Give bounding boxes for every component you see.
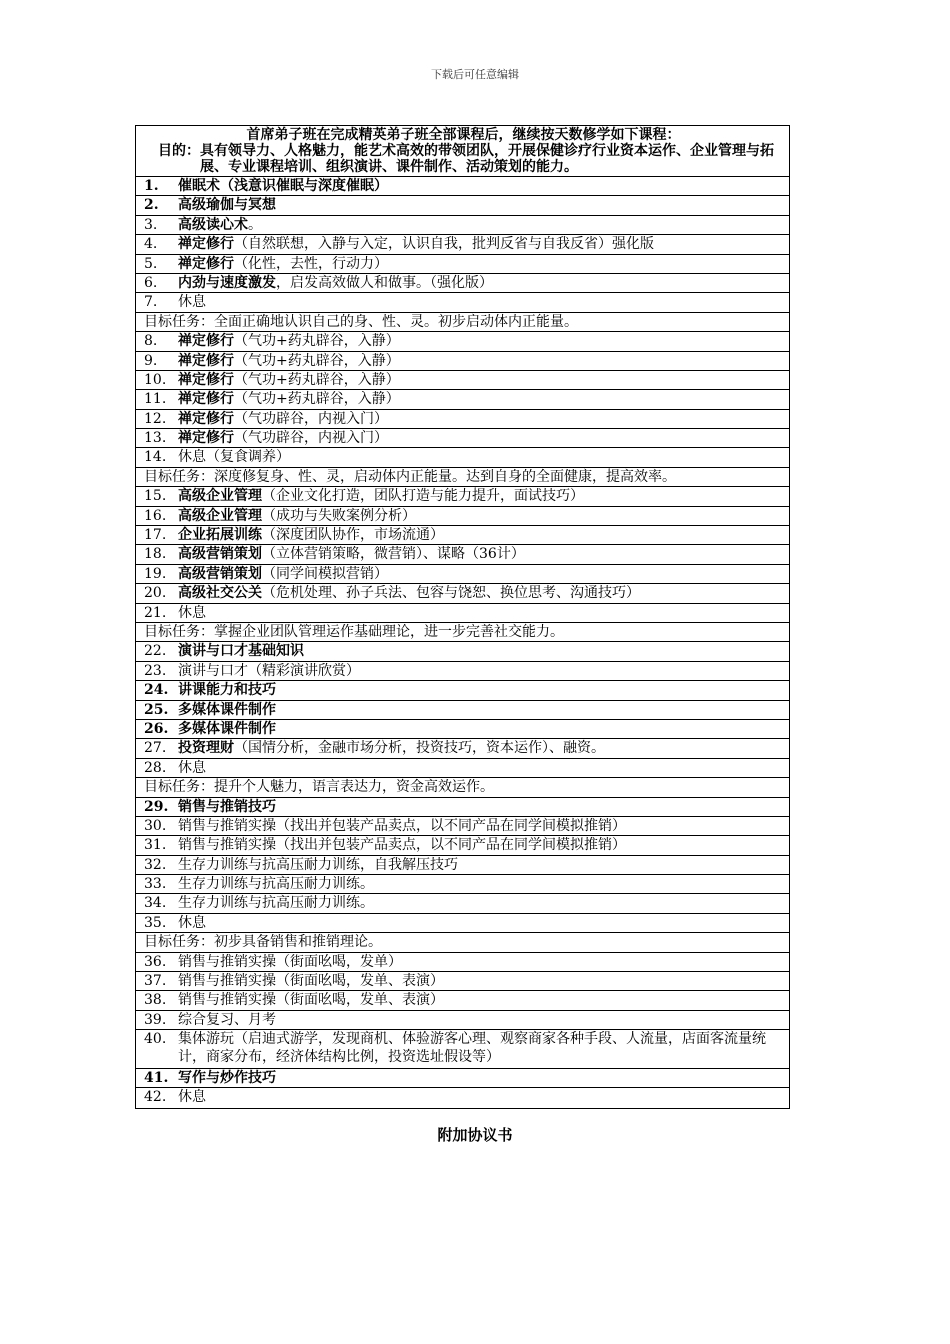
course-text	[178, 856, 458, 874]
course-number: 37.	[144, 973, 167, 990]
course-number: 42.	[144, 1089, 167, 1106]
course-detail: 综合复习、月考	[178, 1011, 276, 1028]
course-rows	[136, 177, 789, 1108]
course-row	[136, 991, 789, 1010]
course-text	[178, 216, 262, 234]
course-detail: 休息	[178, 1089, 206, 1106]
course-row	[136, 390, 789, 409]
course-row	[136, 856, 789, 875]
course-text	[178, 177, 388, 195]
course-row	[136, 235, 789, 254]
course-text	[178, 972, 444, 990]
course-title: 禅定修行	[178, 255, 234, 272]
course-number: 10.	[144, 371, 167, 388]
course-detail: 销售与推销实操（街面吆喝，发单、表演）	[178, 973, 444, 990]
course-title: 高级社交公关	[178, 585, 262, 602]
course-text	[178, 390, 400, 408]
course-row	[136, 448, 789, 467]
course-detail: （气功+药丸辟谷，入静）	[234, 333, 400, 350]
course-detail: （企业文化打造，团队打造与能力提升，面试技巧）	[262, 488, 584, 505]
course-text	[178, 371, 400, 389]
course-number: 16.	[144, 507, 167, 524]
course-detail: 销售与推销实操（找出并包装产品卖点，以不同产品在同学间模拟推销）	[178, 817, 626, 834]
course-number: 36.	[144, 953, 167, 970]
course-number: 6.	[144, 274, 158, 291]
course-detail: （深度团队协作，市场流通）	[262, 527, 444, 544]
course-row	[136, 565, 789, 584]
course-title: 高级营销策划	[178, 565, 262, 582]
course-row	[136, 1088, 789, 1107]
course-number: 20.	[144, 585, 167, 602]
course-title: 禅定修行	[178, 371, 234, 388]
course-title: 禅定修行	[178, 236, 234, 253]
course-detail: （气功+药丸辟谷，入静）	[234, 352, 400, 369]
course-detail: 演讲与口才（精彩演讲欣赏）	[178, 662, 360, 679]
course-row	[136, 1011, 789, 1030]
course-number: 26.	[144, 720, 169, 737]
course-title: 多媒体课件制作	[178, 720, 276, 737]
goal-label: 目的：	[158, 143, 200, 159]
course-number: 15.	[144, 488, 167, 505]
course-row	[136, 604, 789, 623]
course-row	[136, 255, 789, 274]
course-text	[178, 332, 400, 350]
course-detail: 休息	[178, 914, 206, 931]
course-title: 禅定修行	[178, 333, 234, 350]
course-text	[178, 584, 640, 602]
course-number: 7.	[144, 294, 158, 311]
course-number: 27.	[144, 740, 167, 757]
course-row	[136, 1069, 789, 1088]
course-title: 高级瑜伽与冥想	[178, 197, 276, 214]
goal-task-text: 目标任务：提升个人魅力，语言表达力，资金高效运作。	[144, 779, 494, 796]
course-detail: 集体游玩（启迪式游学，发现商机、体验游客心理、观察商家各种手段、人流量，店面客流量统计，商家分布，经济体结构比例，投资选址假设等）	[178, 1031, 766, 1066]
course-number: 29.	[144, 798, 169, 815]
course-text	[178, 507, 416, 525]
course-text	[178, 526, 444, 544]
course-row	[136, 352, 789, 371]
course-row	[136, 720, 789, 739]
course-text	[178, 429, 388, 447]
course-title: 催眠术（浅意识催眠与深度催眠）	[178, 178, 388, 194]
course-row	[136, 894, 789, 913]
course-title: 禅定修行	[178, 352, 234, 369]
goal-task-row	[136, 933, 789, 952]
course-number: 9.	[144, 352, 158, 369]
course-title: 高级企业管理	[178, 507, 262, 524]
goal-text: 具有领导力、人格魅力，能艺术高效的带领团队，开展保健诊疗行业资本运作、企业管理与拓展、专业课程培训、组织演讲、课件制作、活动策划的能力。	[200, 143, 774, 175]
course-title: 禅定修行	[178, 391, 234, 408]
course-text	[178, 759, 206, 777]
course-number: 28.	[144, 759, 167, 776]
course-detail: 生存力训练与抗高压耐力训练。	[178, 876, 374, 893]
course-text	[178, 991, 444, 1009]
course-row	[136, 293, 789, 312]
course-title: 高级读心术	[178, 216, 248, 233]
course-detail: （气功+药丸辟谷，入静）	[234, 371, 400, 388]
course-number: 12.	[144, 410, 167, 427]
course-number: 39.	[144, 1011, 167, 1028]
course-text	[178, 565, 388, 583]
course-detail: （立体营销策略，微营销）、谋略（36计）	[262, 546, 525, 563]
goal-task-row	[136, 778, 789, 797]
course-text	[178, 836, 626, 854]
course-text	[178, 274, 493, 292]
course-row	[136, 701, 789, 720]
course-detail: 休息	[178, 759, 206, 776]
course-table	[135, 125, 790, 1109]
course-text	[178, 1069, 276, 1087]
course-text	[178, 352, 400, 370]
course-number: 21.	[144, 604, 167, 621]
course-row	[136, 371, 789, 390]
course-row	[136, 914, 789, 933]
course-title: 禅定修行	[178, 430, 234, 447]
course-row	[136, 487, 789, 506]
goal-task-text: 目标任务：全面正确地认识自己的身、性、灵。初步启动体内正能量。	[144, 313, 578, 330]
course-text	[178, 739, 605, 757]
course-row	[136, 177, 789, 196]
course-detail: 生存力训练与抗高压耐力训练，自我解压技巧	[178, 856, 458, 873]
course-number: 17.	[144, 527, 167, 544]
course-row	[136, 972, 789, 991]
course-title: 讲课能力和技巧	[178, 682, 276, 699]
course-detail: （危机处理、孙子兵法、包容与饶恕、换位思考、沟通技巧）	[262, 585, 640, 602]
course-row	[136, 526, 789, 545]
course-title: 高级营销策划	[178, 546, 262, 563]
course-detail: （成功与失败案例分析）	[262, 507, 416, 524]
course-detail: 。	[248, 216, 262, 233]
course-row	[136, 642, 789, 661]
goal-task-text: 目标任务：初步具备销售和推销理论。	[144, 934, 382, 951]
course-title: 企业拓展训练	[178, 527, 262, 544]
course-text	[178, 720, 276, 738]
course-title: 写作与炒作技巧	[178, 1069, 276, 1086]
course-text	[178, 448, 290, 466]
course-row	[136, 545, 789, 564]
course-text	[178, 1088, 206, 1107]
course-row	[136, 798, 789, 817]
course-number: 35.	[144, 914, 167, 931]
course-text	[178, 681, 276, 699]
course-number: 18.	[144, 546, 167, 563]
course-number: 25.	[144, 701, 169, 718]
goal-task-text: 目标任务：深度修复身、性、灵，启动体内正能量。达到自身的全面健康，提高效率。	[144, 468, 676, 485]
course-title: 投资理财	[178, 740, 234, 757]
course-number: 30.	[144, 817, 167, 834]
course-text	[178, 545, 525, 563]
course-number: 19.	[144, 565, 167, 582]
goal-task-text: 目标任务：掌握企业团队管理运作基础理论，进一步完善社交能力。	[144, 623, 564, 640]
course-text	[178, 662, 360, 680]
intro-goal	[146, 143, 781, 175]
course-title: 禅定修行	[178, 410, 234, 427]
course-intro	[136, 126, 789, 177]
course-row	[136, 429, 789, 448]
course-detail: 销售与推销实操（街面吆喝，发单）	[178, 953, 402, 970]
course-row	[136, 662, 789, 681]
course-number: 41.	[144, 1069, 169, 1086]
course-title: 演讲与口才基础知识	[178, 643, 304, 660]
course-text	[178, 798, 276, 816]
course-row	[136, 875, 789, 894]
course-title: 销售与推销技巧	[178, 798, 276, 815]
course-text	[178, 487, 584, 505]
course-text	[178, 914, 206, 932]
course-row	[136, 739, 789, 758]
course-detail: （气功辟谷，内视入门）	[234, 430, 388, 447]
course-number: 23.	[144, 662, 167, 679]
course-number: 34.	[144, 895, 167, 912]
goal-task-row	[136, 623, 789, 642]
course-row	[136, 681, 789, 700]
course-text	[178, 255, 388, 273]
course-text	[178, 410, 388, 428]
course-number: 14.	[144, 449, 167, 466]
course-row	[136, 953, 789, 972]
course-text	[178, 1030, 789, 1068]
course-detail: 休息	[178, 604, 206, 621]
course-text	[178, 293, 206, 311]
course-detail: （国情分析，金融市场分析，投资技巧，资本运作）、融资。	[234, 740, 605, 757]
course-row	[136, 584, 789, 603]
course-number: 22.	[144, 643, 167, 660]
course-text	[178, 1011, 276, 1029]
course-row	[136, 410, 789, 429]
course-number: 38.	[144, 992, 167, 1009]
course-number: 11.	[144, 391, 167, 408]
course-row	[136, 332, 789, 351]
course-detail: （气功辟谷，内视入门）	[234, 410, 388, 427]
course-detail: （自然联想，入静与入定，认识自我，批判反省与自我反省）强化版	[234, 236, 654, 253]
course-detail: ，启发高效做人和做事。（强化版）	[276, 274, 493, 291]
course-text	[178, 196, 276, 214]
course-number: 31.	[144, 837, 167, 854]
course-row	[136, 274, 789, 293]
course-text	[178, 875, 374, 893]
course-text	[178, 642, 304, 660]
intro-heading: 首席弟子班在完成精英弟子班全部课程后，继续按天数修学如下课程：	[246, 127, 681, 143]
course-text	[178, 953, 402, 971]
course-number: 8.	[144, 333, 158, 350]
course-number: 13.	[144, 430, 167, 447]
course-title: 多媒体课件制作	[178, 701, 276, 718]
course-detail: （化性，去性，行动力）	[234, 255, 388, 272]
course-detail: （同学间模拟营销）	[262, 565, 388, 582]
course-detail: 休息（复食调养）	[178, 449, 290, 466]
course-text	[178, 817, 626, 835]
course-title: 高级企业管理	[178, 488, 262, 505]
course-detail: 销售与推销实操（街面吆喝，发单、表演）	[178, 992, 444, 1009]
course-number: 3.	[144, 216, 158, 233]
course-number: 5.	[144, 255, 158, 272]
course-number: 33.	[144, 876, 167, 893]
course-row	[136, 216, 789, 235]
course-row	[136, 1030, 789, 1069]
course-row	[136, 196, 789, 215]
course-text	[178, 701, 276, 719]
course-number: 24.	[144, 682, 169, 699]
course-row	[136, 817, 789, 836]
course-number: 40.	[144, 1031, 167, 1048]
course-number: 32.	[144, 856, 167, 873]
page-header-note: 下载后可任意编辑	[431, 68, 519, 81]
course-row	[136, 836, 789, 855]
course-row	[136, 507, 789, 526]
course-text	[178, 894, 374, 912]
goal-task-row	[136, 468, 789, 487]
course-row	[136, 759, 789, 778]
course-text	[178, 604, 206, 622]
course-detail: 销售与推销实操（找出并包装产品卖点，以不同产品在同学间模拟推销）	[178, 837, 626, 854]
course-detail: （气功+药丸辟谷，入静）	[234, 391, 400, 408]
course-detail: 生存力训练与抗高压耐力训练。	[178, 895, 374, 912]
appendix-title: 附加协议书	[437, 1126, 513, 1144]
course-number: 4.	[144, 236, 158, 253]
course-number: 2.	[144, 197, 159, 214]
goal-task-row	[136, 313, 789, 332]
course-title: 内劲与速度激发	[178, 274, 276, 291]
course-detail: 休息	[178, 294, 206, 311]
course-number: 1.	[144, 178, 159, 194]
course-text	[178, 235, 654, 253]
